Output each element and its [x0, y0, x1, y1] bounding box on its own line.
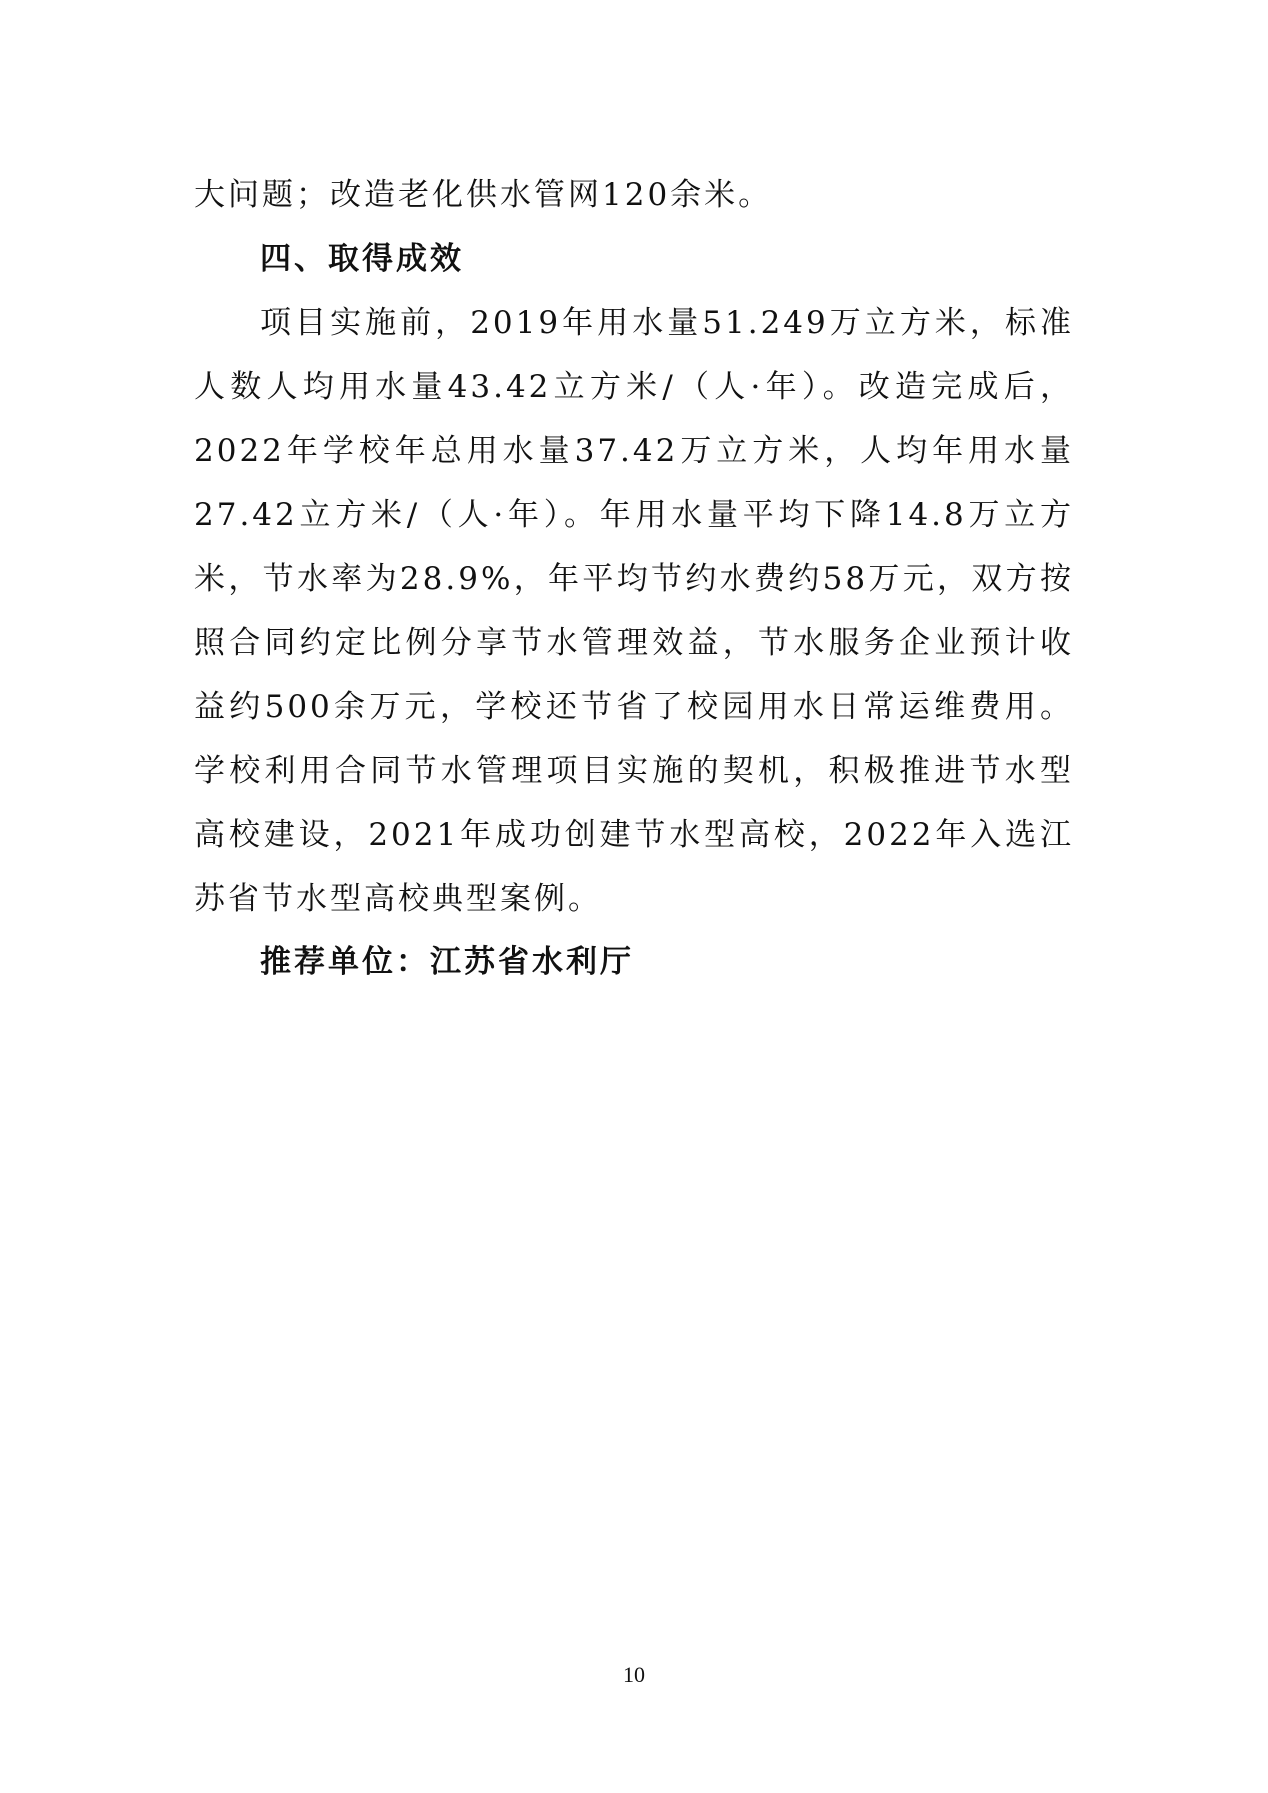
results-paragraph — [194, 291, 1074, 931]
section-heading-text: 四、取得成效 — [260, 241, 464, 277]
page-number: 10 — [623, 1662, 645, 1687]
recommending-unit — [194, 930, 1074, 994]
results-paragraph-text: 项目实施前，2019年用水量51.249万立方米，标准人数人均用水量43.42立方米/（人·年）。改造完成后，2022年学校年总用水量37.42万立方米，人均年用水量27.42立方米/（人·年）。年用水量平均下降14.8万立方米，节水率为28.9%，年平均节约水费约58万元，双方按照合同约定比例分享节水管理效益，节水服务企业预计收益约500余万元，学校还节省了校园用水日常运维费用。学校利用合同节水管理项目实施的契机，积极推进节水型高校建设，2021年成功创建节水型高校，2022年入选江苏省节水型高校典型案例。 — [194, 305, 1074, 917]
paragraph-continuation — [194, 163, 1074, 227]
paragraph-text: 大问题；改造老化供水管网120余米。 — [194, 177, 773, 213]
section-heading — [194, 227, 1074, 291]
recommending-unit-text: 推荐单位：江苏省水利厅 — [260, 944, 634, 980]
